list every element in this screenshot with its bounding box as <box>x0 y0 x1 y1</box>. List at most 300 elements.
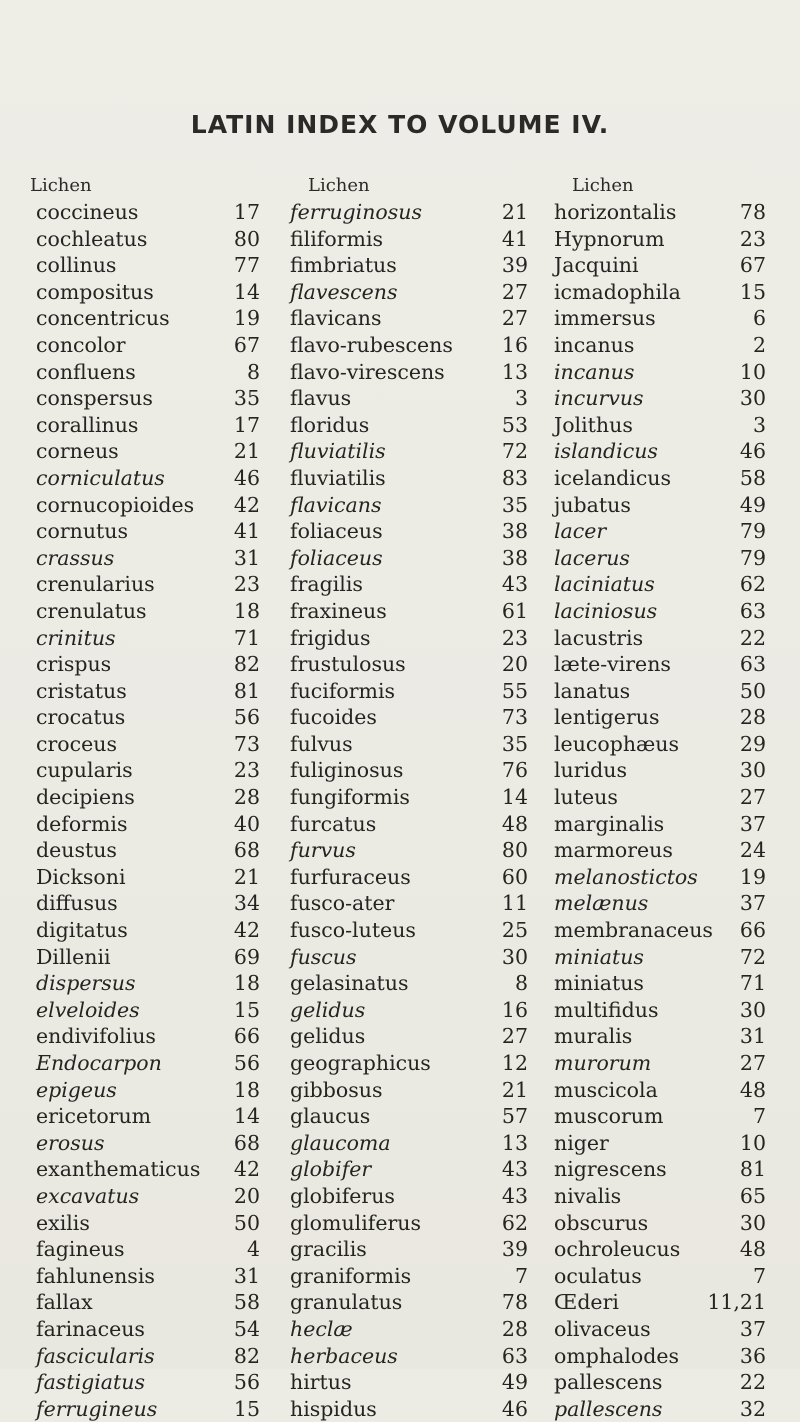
entry-term: nigrescens <box>554 1157 667 1182</box>
index-entry <box>286 412 532 439</box>
entry-page-number: 15 <box>233 997 260 1022</box>
entry-page-number: 31 <box>233 545 260 570</box>
entry-term: Endocarpon <box>36 1051 162 1075</box>
index-entry <box>286 1289 532 1316</box>
entry-page-number: 78 <box>501 1290 528 1315</box>
index-entry <box>548 864 770 891</box>
index-entry <box>30 1183 264 1210</box>
entry-page-number: 81 <box>233 678 260 703</box>
entry-page-number: 36 <box>739 1343 766 1368</box>
entry-term: laciniatus <box>554 572 655 597</box>
entry-term: corniculatus <box>36 465 165 490</box>
entry-page-number: 6 <box>752 306 766 331</box>
entry-page-number: 34 <box>233 891 260 916</box>
entry-page-number: 38 <box>501 545 528 570</box>
entry-page-number: 72 <box>739 944 766 969</box>
index-entry <box>286 678 532 705</box>
index-entry <box>30 571 264 598</box>
index-column-1 <box>30 172 264 1422</box>
entry-page-number: 27 <box>739 1051 766 1075</box>
entry-page-number: 49 <box>739 492 766 517</box>
entry-page-number: 27 <box>501 279 528 304</box>
index-entry <box>30 625 264 652</box>
index-entry <box>548 199 770 226</box>
entry-page-number: 19 <box>739 864 766 889</box>
index-entry <box>548 651 770 678</box>
entry-page-number: 40 <box>233 811 260 836</box>
index-entry <box>30 1050 264 1077</box>
entry-term: fagineus <box>36 1237 125 1262</box>
index-entry <box>30 438 264 465</box>
entry-page-number: 79 <box>739 545 766 570</box>
entry-page-number: 48 <box>739 1237 766 1262</box>
entry-term: luteus <box>554 785 618 810</box>
entry-page-number: 20 <box>233 1183 260 1208</box>
entry-page-number: 8 <box>246 359 260 384</box>
index-entry <box>286 1263 532 1290</box>
entry-term: miniatus <box>554 944 644 969</box>
entry-term: muscorum <box>554 1104 664 1129</box>
index-entry <box>286 518 532 545</box>
index-entry <box>30 359 264 386</box>
entry-page-number: 35 <box>233 386 260 411</box>
index-entry <box>286 305 532 332</box>
entry-page-number: 82 <box>233 1343 260 1368</box>
entry-term: fuciformis <box>290 678 396 703</box>
entry-term: fulvus <box>290 731 353 756</box>
entry-page-number: 37 <box>739 1316 766 1341</box>
index-entry <box>548 811 770 838</box>
entry-page-number: 56 <box>233 1370 260 1395</box>
entry-term: fungiformis <box>290 785 410 810</box>
entry-page-number: 58 <box>739 465 766 490</box>
entry-page-number: 73 <box>501 705 528 730</box>
index-entry <box>286 811 532 838</box>
entry-page-number: 7 <box>752 1263 766 1288</box>
entry-term: icmadophila <box>554 279 681 304</box>
entry-page-number: 81 <box>739 1157 766 1182</box>
index-entry <box>286 1103 532 1130</box>
entry-page-number: 66 <box>739 918 766 943</box>
index-entry <box>286 385 532 412</box>
entry-page-number: 30 <box>739 997 766 1022</box>
entry-page-number: 69 <box>233 944 260 969</box>
entry-page-number: 31 <box>233 1263 260 1288</box>
index-entry <box>548 305 770 332</box>
entry-page-number: 15 <box>739 279 766 304</box>
entry-term: foliaceus <box>290 545 383 570</box>
entry-term: geographicus <box>290 1051 431 1075</box>
entry-page-number: 30 <box>739 758 766 783</box>
index-entry <box>548 917 770 944</box>
entry-term: incurvus <box>554 386 644 411</box>
index-entry <box>30 545 264 572</box>
entry-term: crocatus <box>36 705 126 730</box>
entry-term: gracilis <box>290 1237 367 1262</box>
index-entry <box>286 226 532 253</box>
entry-term: murorum <box>554 1051 652 1075</box>
entry-term: ferrugineus <box>36 1396 158 1421</box>
entry-term: fraxineus <box>290 598 387 623</box>
index-entry <box>30 279 264 306</box>
entry-page-number: 30 <box>739 1210 766 1235</box>
index-entry <box>286 1316 532 1343</box>
entry-list <box>286 199 532 1422</box>
index-column-2 <box>286 172 532 1422</box>
index-entry <box>548 545 770 572</box>
index-entry <box>286 784 532 811</box>
entry-term: graniformis <box>290 1263 412 1288</box>
entry-term: Jolithus <box>554 412 633 437</box>
entry-term: farinaceus <box>36 1316 145 1341</box>
entry-term: corallinus <box>36 412 139 437</box>
entry-term: filiformis <box>290 226 384 251</box>
index-entry <box>286 332 532 359</box>
entry-term: fahlunensis <box>36 1263 155 1288</box>
entry-page-number: 41 <box>233 519 260 544</box>
entry-page-number: 39 <box>501 253 528 278</box>
entry-term: niger <box>554 1130 609 1155</box>
entry-term: deustus <box>36 838 117 863</box>
index-entry <box>286 598 532 625</box>
entry-term: flavicans <box>290 492 382 517</box>
entry-term: dispersus <box>36 971 136 996</box>
index-entry <box>30 492 264 519</box>
entry-page-number: 46 <box>501 1396 528 1421</box>
index-entry <box>286 545 532 572</box>
index-entry <box>286 1369 532 1396</box>
entry-page-number: 61 <box>501 598 528 623</box>
entry-page-number: 37 <box>739 891 766 916</box>
entry-term: coccineus <box>36 200 139 224</box>
entry-term: Dicksoni <box>36 864 126 889</box>
index-entry <box>30 970 264 997</box>
entry-list <box>548 199 770 1422</box>
index-entry <box>286 279 532 306</box>
index-entry <box>30 252 264 279</box>
index-entry <box>286 571 532 598</box>
entry-page-number: 31 <box>739 1024 766 1049</box>
entry-term: hirtus <box>290 1370 352 1395</box>
entry-page-number: 30 <box>501 944 528 969</box>
entry-term: miniatus <box>554 971 644 996</box>
index-entry <box>30 651 264 678</box>
entry-page-number: 22 <box>739 625 766 650</box>
index-entry <box>286 1183 532 1210</box>
index-entry <box>548 359 770 386</box>
entry-term: flavescens <box>290 279 398 304</box>
entry-term: muralis <box>554 1024 633 1049</box>
entry-term: immersus <box>554 306 656 331</box>
index-entry <box>286 1130 532 1157</box>
entry-page-number: 2 <box>752 332 766 357</box>
entry-term: fuscus <box>290 944 357 969</box>
entry-page-number: 55 <box>501 678 528 703</box>
entry-term: fusco-luteus <box>290 918 416 943</box>
entry-term: olivaceus <box>554 1316 651 1341</box>
entry-term: incanus <box>554 359 635 384</box>
index-entry <box>286 1210 532 1237</box>
entry-term: crassus <box>36 545 115 570</box>
entry-term: crispus <box>36 652 112 677</box>
index-entry <box>548 757 770 784</box>
index-entry <box>30 305 264 332</box>
entry-term: marmoreus <box>554 838 673 863</box>
entry-term: crinitus <box>36 625 116 650</box>
index-entry <box>548 438 770 465</box>
index-entry <box>30 465 264 492</box>
entry-page-number: 10 <box>739 359 766 384</box>
entry-page-number: 19 <box>233 306 260 331</box>
entry-page-number: 63 <box>739 598 766 623</box>
entry-page-number: 63 <box>739 652 766 677</box>
column-heading: Lichen <box>30 175 92 196</box>
entry-page-number: 37 <box>739 811 766 836</box>
index-entry <box>548 1396 770 1422</box>
entry-page-number: 7 <box>752 1104 766 1129</box>
entry-term: hispidus <box>290 1396 377 1421</box>
entry-page-number: 13 <box>501 359 528 384</box>
entry-term: glaucoma <box>290 1130 391 1155</box>
entry-term: fuliginosus <box>290 758 404 783</box>
entry-page-number: 58 <box>233 1290 260 1315</box>
index-entry <box>548 571 770 598</box>
entry-term: granulatus <box>290 1290 403 1315</box>
entry-page-number: 18 <box>233 1077 260 1102</box>
entry-page-number: 35 <box>501 731 528 756</box>
entry-term: gelasinatus <box>290 971 409 996</box>
entry-term: lacer <box>554 519 607 544</box>
entry-page-number: 38 <box>501 519 528 544</box>
index-entry <box>30 917 264 944</box>
index-entry <box>548 1236 770 1263</box>
entry-page-number: 57 <box>501 1104 528 1129</box>
entry-page-number: 17 <box>233 412 260 437</box>
entry-page-number: 16 <box>501 332 528 357</box>
entry-term: heclæ <box>290 1316 353 1341</box>
index-entry <box>548 1050 770 1077</box>
entry-page-number: 29 <box>739 731 766 756</box>
entry-term: compositus <box>36 279 154 304</box>
index-entry <box>30 784 264 811</box>
entry-page-number: 62 <box>739 572 766 597</box>
entry-page-number: 83 <box>501 465 528 490</box>
index-entry <box>30 518 264 545</box>
index-entry <box>30 332 264 359</box>
entry-page-number: 12 <box>501 1051 528 1075</box>
index-entry <box>30 731 264 758</box>
index-entry <box>548 332 770 359</box>
entry-term: icelandicus <box>554 465 672 490</box>
entry-page-number: 66 <box>233 1024 260 1049</box>
entry-term: confluens <box>36 359 136 384</box>
entry-page-number: 3 <box>514 386 528 411</box>
entry-page-number: 80 <box>233 226 260 251</box>
entry-page-number: 54 <box>233 1316 260 1341</box>
entry-term: lacustris <box>554 625 644 650</box>
entry-page-number: 71 <box>233 625 260 650</box>
entry-term: fimbriatus <box>290 253 397 278</box>
index-entry <box>30 837 264 864</box>
entry-page-number: 14 <box>233 1104 260 1129</box>
entry-page-number: 43 <box>501 1183 528 1208</box>
index-entry <box>548 678 770 705</box>
entry-page-number: 23 <box>501 625 528 650</box>
index-entry <box>548 1369 770 1396</box>
entry-term: multifidus <box>554 997 659 1022</box>
entry-term: Jacquini <box>554 253 639 278</box>
entry-term: erosus <box>36 1130 105 1155</box>
entry-page-number: 3 <box>752 412 766 437</box>
entry-term: gelidus <box>290 997 366 1022</box>
entry-page-number: 56 <box>233 705 260 730</box>
index-column-3 <box>548 172 770 1422</box>
entry-term: glaucus <box>290 1104 371 1129</box>
index-entry <box>30 944 264 971</box>
entry-page-number: 48 <box>501 811 528 836</box>
entry-term: pallescens <box>554 1396 663 1421</box>
entry-page-number: 72 <box>501 439 528 464</box>
index-entry <box>30 1156 264 1183</box>
entry-term: concentricus <box>36 306 170 331</box>
entry-page-number: 15 <box>233 1396 260 1421</box>
index-entry <box>30 1103 264 1130</box>
index-entry <box>30 757 264 784</box>
index-entry <box>30 864 264 891</box>
index-entry <box>548 784 770 811</box>
entry-page-number: 13 <box>501 1130 528 1155</box>
entry-page-number: 25 <box>501 918 528 943</box>
entry-term: exanthematicus <box>36 1157 201 1182</box>
index-entry <box>286 651 532 678</box>
entry-page-number: 21 <box>501 200 528 224</box>
index-entry <box>286 704 532 731</box>
entry-term: ericetorum <box>36 1104 152 1129</box>
entry-page-number: 50 <box>739 678 766 703</box>
index-entry <box>286 1396 532 1422</box>
entry-term: furfuraceus <box>290 864 411 889</box>
index-entry <box>286 252 532 279</box>
entry-page-number: 76 <box>501 758 528 783</box>
entry-term: elveloides <box>36 997 140 1022</box>
index-entry <box>286 997 532 1024</box>
index-entry <box>286 970 532 997</box>
index-entry <box>286 492 532 519</box>
entry-term: luridus <box>554 758 627 783</box>
entry-term: gibbosus <box>290 1077 383 1102</box>
index-entry <box>548 598 770 625</box>
index-entry <box>548 465 770 492</box>
entry-term: frigidus <box>290 625 371 650</box>
entry-page-number: 22 <box>739 1370 766 1395</box>
index-entry <box>548 731 770 758</box>
index-entry <box>286 625 532 652</box>
index-entry <box>286 1023 532 1050</box>
index-entry <box>30 1023 264 1050</box>
entry-term: omphalodes <box>554 1343 680 1368</box>
entry-term: epigeus <box>36 1077 117 1102</box>
index-entry <box>286 757 532 784</box>
entry-page-number: 11 <box>501 891 528 916</box>
index-entry <box>548 625 770 652</box>
index-entry <box>30 1130 264 1157</box>
entry-term: læte-virens <box>554 652 671 677</box>
index-entry <box>286 199 532 226</box>
entry-page-number: 23 <box>233 572 260 597</box>
entry-page-number: 16 <box>501 997 528 1022</box>
entry-term: lacerus <box>554 545 630 570</box>
entry-term: fluviatilis <box>290 465 386 490</box>
entry-term: glomuliferus <box>290 1210 422 1235</box>
entry-term: collinus <box>36 253 117 278</box>
index-entry <box>548 252 770 279</box>
entry-term: croceus <box>36 731 117 756</box>
entry-term: incanus <box>554 332 635 357</box>
entry-term: nivalis <box>554 1183 622 1208</box>
entry-term: fascicularis <box>36 1343 155 1368</box>
entry-term: excavatus <box>36 1183 140 1208</box>
entry-page-number: 63 <box>501 1343 528 1368</box>
index-entry <box>548 385 770 412</box>
entry-term: flavicans <box>290 306 382 331</box>
entry-page-number: 80 <box>501 838 528 863</box>
entry-term: Œderi <box>554 1290 619 1315</box>
entry-term: flavo-virescens <box>290 359 445 384</box>
entry-term: crenularius <box>36 572 155 597</box>
index-entry <box>548 970 770 997</box>
column-heading: Lichen <box>308 175 370 196</box>
index-entry <box>548 1156 770 1183</box>
entry-page-number: 42 <box>233 918 260 943</box>
entry-term: flavus <box>290 386 352 411</box>
index-entry <box>286 1343 532 1370</box>
index-entry <box>30 1316 264 1343</box>
index-entry <box>548 1343 770 1370</box>
index-entry <box>30 1289 264 1316</box>
entry-term: leucophæus <box>554 731 680 756</box>
entry-term: jubatus <box>554 492 631 517</box>
index-entry <box>286 944 532 971</box>
entry-term: concolor <box>36 332 126 357</box>
entry-term: lentigerus <box>554 705 660 730</box>
index-entry <box>286 1156 532 1183</box>
entry-page-number: 82 <box>233 652 260 677</box>
index-entry <box>548 1130 770 1157</box>
index-entry <box>30 890 264 917</box>
index-entry <box>30 1210 264 1237</box>
index-entry <box>548 837 770 864</box>
entry-page-number: 78 <box>739 200 766 224</box>
index-entry <box>548 226 770 253</box>
entry-term: horizontalis <box>554 200 677 224</box>
index-entry <box>286 864 532 891</box>
entry-list <box>30 199 264 1422</box>
entry-page-number: 10 <box>739 1130 766 1155</box>
entry-page-number: 53 <box>501 412 528 437</box>
entry-term: cochleatus <box>36 226 148 251</box>
entry-page-number: 67 <box>233 332 260 357</box>
index-entry <box>286 1236 532 1263</box>
entry-page-number: 11,21 <box>707 1290 766 1315</box>
entry-page-number: 28 <box>739 705 766 730</box>
entry-page-number: 17 <box>233 200 260 224</box>
index-entry <box>548 518 770 545</box>
index-entry <box>548 1210 770 1237</box>
entry-page-number: 67 <box>739 253 766 278</box>
entry-page-number: 28 <box>501 1316 528 1341</box>
entry-term: cornucopioides <box>36 492 195 517</box>
entry-page-number: 21 <box>233 439 260 464</box>
